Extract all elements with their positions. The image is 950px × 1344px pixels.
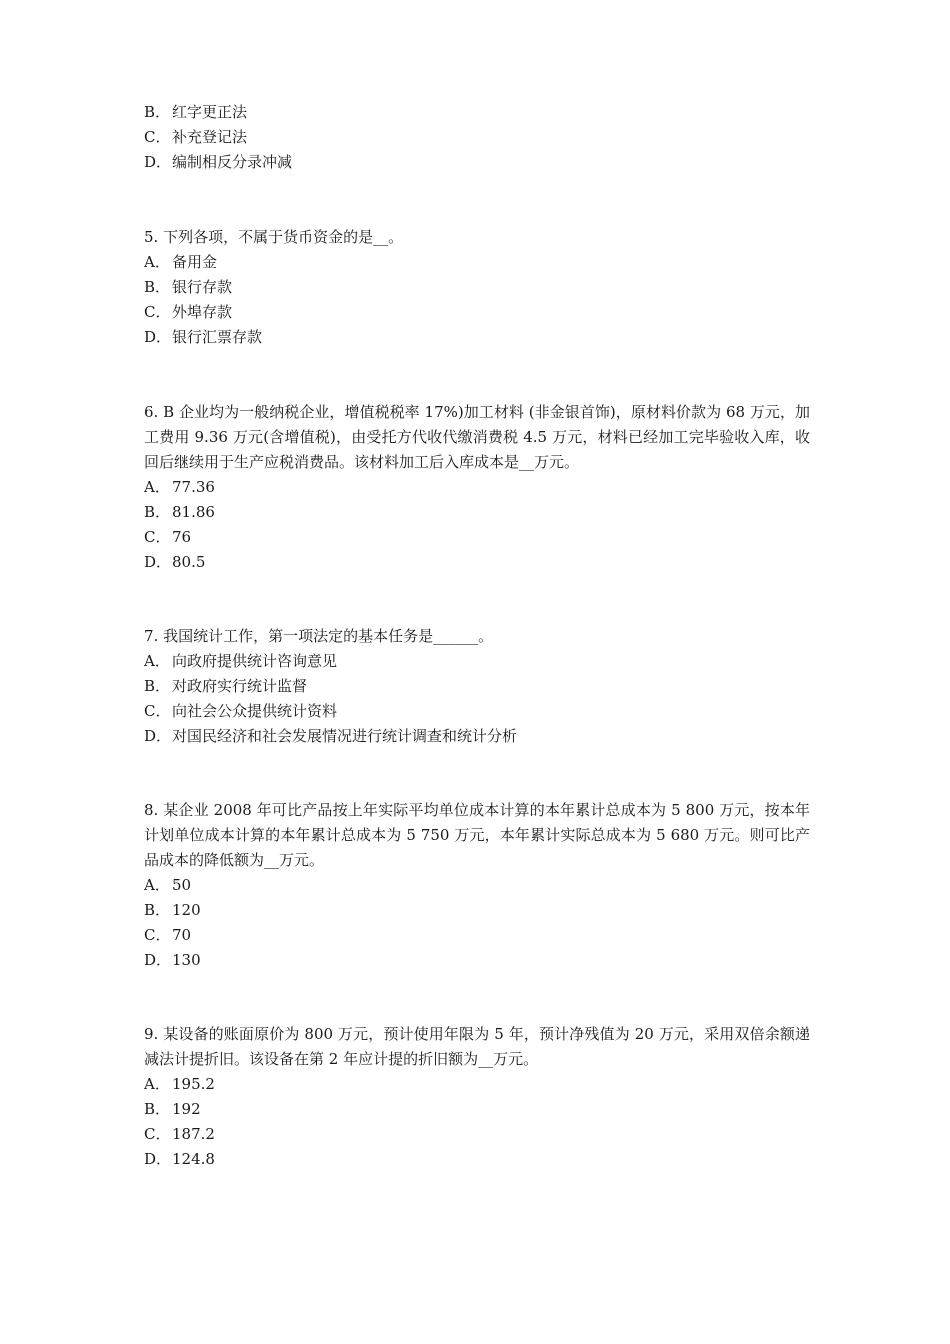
q9-option-b	[144, 1097, 201, 1122]
option-text: 对国民经济和社会发展情况进行统计调查和统计分析	[172, 727, 518, 745]
q6-option-a	[144, 475, 215, 500]
option-letter: A．	[144, 1075, 170, 1093]
q8-option-c	[144, 923, 191, 948]
option-letter: D．	[144, 951, 172, 969]
option-letter: C．	[144, 528, 171, 546]
option-letter: C．	[144, 303, 171, 321]
question-9-stem: 9. 某设备的账面原价为 800 万元，预计使用年限为 5 年，预计净残值为 20 万元，采用双倍余额递减法计提折旧。该设备在第 2 年应计提的折旧额为__万元。	[144, 1025, 810, 1068]
q5-option-d	[144, 325, 262, 350]
option-letter: C．	[144, 1125, 171, 1143]
q6-option-b	[144, 500, 215, 525]
option-letter: B．	[144, 901, 171, 919]
option-text: 备用金	[172, 253, 218, 271]
q9-option-a	[144, 1072, 215, 1097]
question-7-stem: 7. 我国统计工作，第一项法定的基本任务是______。	[144, 627, 494, 645]
option-text: 124.8	[172, 1150, 215, 1168]
q5-option-a	[144, 250, 217, 275]
option-text: 编制相反分录冲减	[172, 153, 293, 171]
option-text: 向社会公众提供统计资料	[172, 702, 338, 720]
option-text: 192	[172, 1100, 201, 1118]
option-text: 红字更正法	[172, 103, 248, 121]
q9-option-d	[144, 1147, 215, 1172]
option-text: 81.86	[172, 503, 215, 521]
option-letter: B．	[144, 503, 171, 521]
q8-option-b	[144, 898, 201, 923]
option-text: 130	[172, 951, 201, 969]
question-6-stem: 6. B 企业均为一般纳税企业，增值税税率 17%)加工材料 (非金银首饰)，原材料价款为 68 万元，加工费用 9.36 万元(含增值税)，由受托方代收代缴消费税 4.5 万元，材料已经加工完毕验收入库，收回后继续用于生产应税消费品。该材料加工后入库成本是__万元。	[144, 403, 810, 471]
option-letter: C．	[144, 128, 171, 146]
option-letter: C．	[144, 926, 171, 944]
q7-option-d	[144, 724, 517, 749]
option-letter: B．	[144, 1100, 171, 1118]
q7-option-a	[144, 649, 337, 674]
option-text: 外埠存款	[172, 303, 233, 321]
option-text: 70	[172, 926, 192, 944]
option-letter: C．	[144, 702, 171, 720]
option-text: 195.2	[172, 1075, 215, 1093]
q5-option-c	[144, 300, 232, 325]
option-text: 银行存款	[172, 278, 233, 296]
q9-option-c	[144, 1122, 215, 1147]
option-letter: A．	[144, 478, 170, 496]
option-text: 76	[172, 528, 192, 546]
q4-option-b	[144, 100, 247, 125]
option-letter: A．	[144, 876, 170, 894]
option-text: 补充登记法	[172, 128, 248, 146]
q5-option-b	[144, 275, 232, 300]
option-letter: B．	[144, 677, 171, 695]
question-8-stem: 8. 某企业 2008 年可比产品按上年实际平均单位成本计算的本年累计总成本为 5 800 万元，按本年计划单位成本计算的本年累计总成本为 5 750 万元，本年累计实际总成本为 5 680 万元。则可比产品成本的降低额为__万元。	[144, 801, 810, 869]
option-letter: A．	[144, 253, 170, 271]
option-letter: B．	[144, 278, 171, 296]
option-text: 银行汇票存款	[172, 328, 263, 346]
option-letter: D．	[144, 328, 172, 346]
option-text: 向政府提供统计咨询意见	[172, 652, 338, 670]
option-text: 187.2	[172, 1125, 215, 1143]
option-text: 120	[172, 901, 201, 919]
question-5-stem: 5. 下列各项，不属于货币资金的是__。	[144, 228, 404, 246]
option-letter: D．	[144, 1150, 172, 1168]
option-letter: A．	[144, 652, 170, 670]
q4-option-c	[144, 125, 247, 150]
option-letter: D．	[144, 727, 172, 745]
q6-option-c	[144, 525, 191, 550]
q8-option-d	[144, 948, 201, 973]
q8-option-a	[144, 873, 191, 898]
option-text: 50	[172, 876, 192, 894]
option-letter: D．	[144, 553, 172, 571]
option-letter: B．	[144, 103, 171, 121]
option-text: 77.36	[172, 478, 215, 496]
q7-option-b	[144, 674, 307, 699]
option-letter: D．	[144, 153, 172, 171]
option-text: 对政府实行统计监督	[172, 677, 308, 695]
q4-option-d	[144, 150, 292, 175]
option-text: 80.5	[172, 553, 206, 571]
q6-option-d	[144, 550, 205, 575]
q7-option-c	[144, 699, 337, 724]
